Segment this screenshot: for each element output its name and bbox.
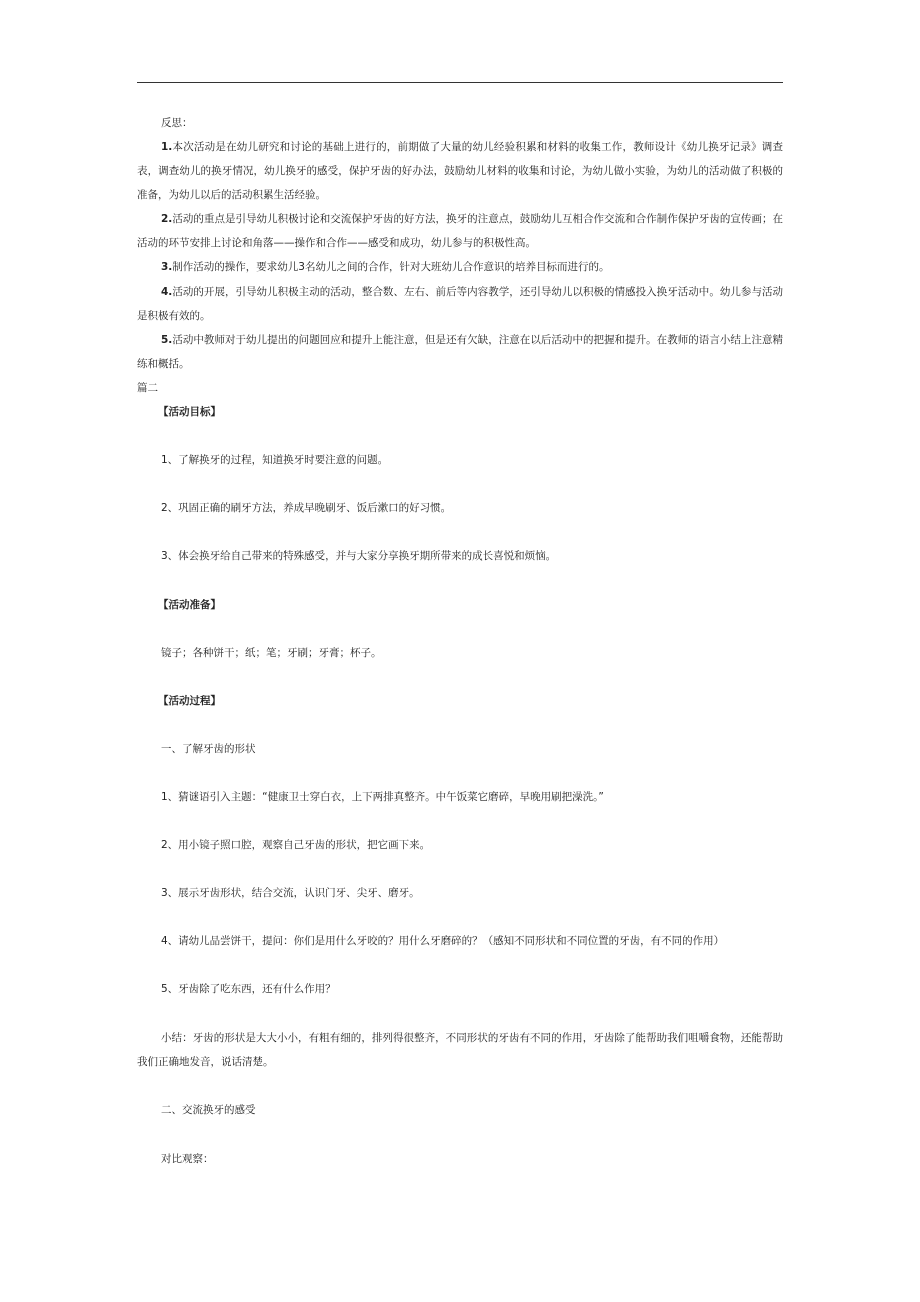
reflection-item-5-num: 5. [161, 334, 173, 346]
goals-heading: 【活动目标】 [158, 406, 221, 418]
part2-subheading: 对比观察： [161, 1153, 214, 1165]
part1-step-3: 3、展示牙齿形状，结合交流，认识门牙、尖牙、磨牙。 [161, 887, 420, 899]
summary-paragraph: 小结：牙齿的形状是大大小小，有粗有细的，排列得很整齐，不同形状的牙齿有不同的作用，牙齿除了能帮助我们咀嚼食物，还能帮助我们正确地发音，说话清楚。 [137, 1032, 783, 1068]
part2-title: 二、交流换牙的感受 [161, 1104, 256, 1116]
part1-step-5: 5、牙齿除了吃东西，还有什么作用？ [161, 983, 336, 995]
process-heading: 【活动过程】 [158, 695, 221, 707]
header-rule [137, 82, 783, 83]
reflection-item-4-num: 4. [161, 286, 173, 298]
section-label: 篇二 [137, 382, 158, 394]
part1-step-2: 2、用小镜子照口腔，观察自己牙齿的形状，把它画下来。 [161, 839, 431, 851]
reflection-item-3-num: 3. [161, 261, 173, 273]
reflection-heading: 反思： [161, 117, 193, 129]
reflection-item-2-text: 活动的重点是引导幼儿积极讨论和交流保护牙齿的好方法，换牙的注意点，鼓励幼儿互相合作交流和合作制作保护牙齿的宣传画；在活动的环节安排上讨论和角落——操作和合作——感受和成功，幼儿参与的积极性高。 [137, 213, 783, 249]
reflection-item-1 [137, 135, 783, 207]
reflection-item-5-text: 活动中教师对于幼儿提出的问题回应和提升上能注意，但是还有欠缺，注意在以后活动中的把握和提升。在教师的语言小结上注意精练和概括。 [137, 334, 783, 370]
prep-heading: 【活动准备】 [158, 599, 221, 611]
prep-text: 镜子；各种饼干；纸；笔；牙刷；牙膏；杯子。 [161, 647, 382, 659]
part1-step-1: 1、猜谜语引入主题：“健康卫士穿白衣，上下两排真整齐。中午饭菜它磨碎，早晚用刷把澡洗。” [161, 791, 604, 803]
goal-item-3: 3、体会换牙给自己带来的特殊感受，并与大家分享换牙期所带来的成长喜悦和烦恼。 [161, 550, 557, 562]
goal-item-1: 1、了解换牙的过程，知道换牙时要注意的问题。 [161, 454, 389, 466]
reflection-item-1-text: 本次活动是在幼儿研究和讨论的基础上进行的，前期做了大量的幼儿经验积累和材料的收集工作，教师设计《幼儿换牙记录》调查表，调查幼儿的换牙情况，幼儿换牙的感受，保护牙齿的好办法，鼓励幼儿材料的收集和讨论，为幼儿做小实验，为幼儿的活动做了积极的准备，为幼儿以后的活动积累生活经验。 [137, 141, 783, 201]
reflection-item-3-text: 制作活动的操作，要求幼儿3名幼儿之间的合作，针对大班幼儿合作意识的培养目标而进行的。 [172, 261, 610, 273]
goal-item-2: 2、巩固正确的刷牙方法，养成早晚刷牙、饭后漱口的好习惯。 [161, 502, 452, 514]
reflection-item-2 [137, 207, 783, 255]
reflection-item-3 [137, 255, 783, 279]
reflection-item-2-num: 2. [161, 213, 173, 225]
reflection-item-5 [137, 328, 783, 376]
reflection-item-1-num: 1. [161, 141, 173, 153]
part1-step-4: 4、请幼儿品尝饼干，提问：你们是用什么牙咬的？用什么牙磨碎的？（感知不同形状和不同位置的牙齿，有不同的作用） [161, 935, 725, 947]
reflection-item-4 [137, 280, 783, 328]
reflection-item-4-text: 活动的开展，引导幼儿积极主动的活动，整合数、左右、前后等内容教学，还引导幼儿以积极的情感投入换牙活动中。幼儿参与活动是积极有效的。 [137, 286, 783, 322]
part1-title: 一、了解牙齿的形状 [161, 743, 256, 755]
